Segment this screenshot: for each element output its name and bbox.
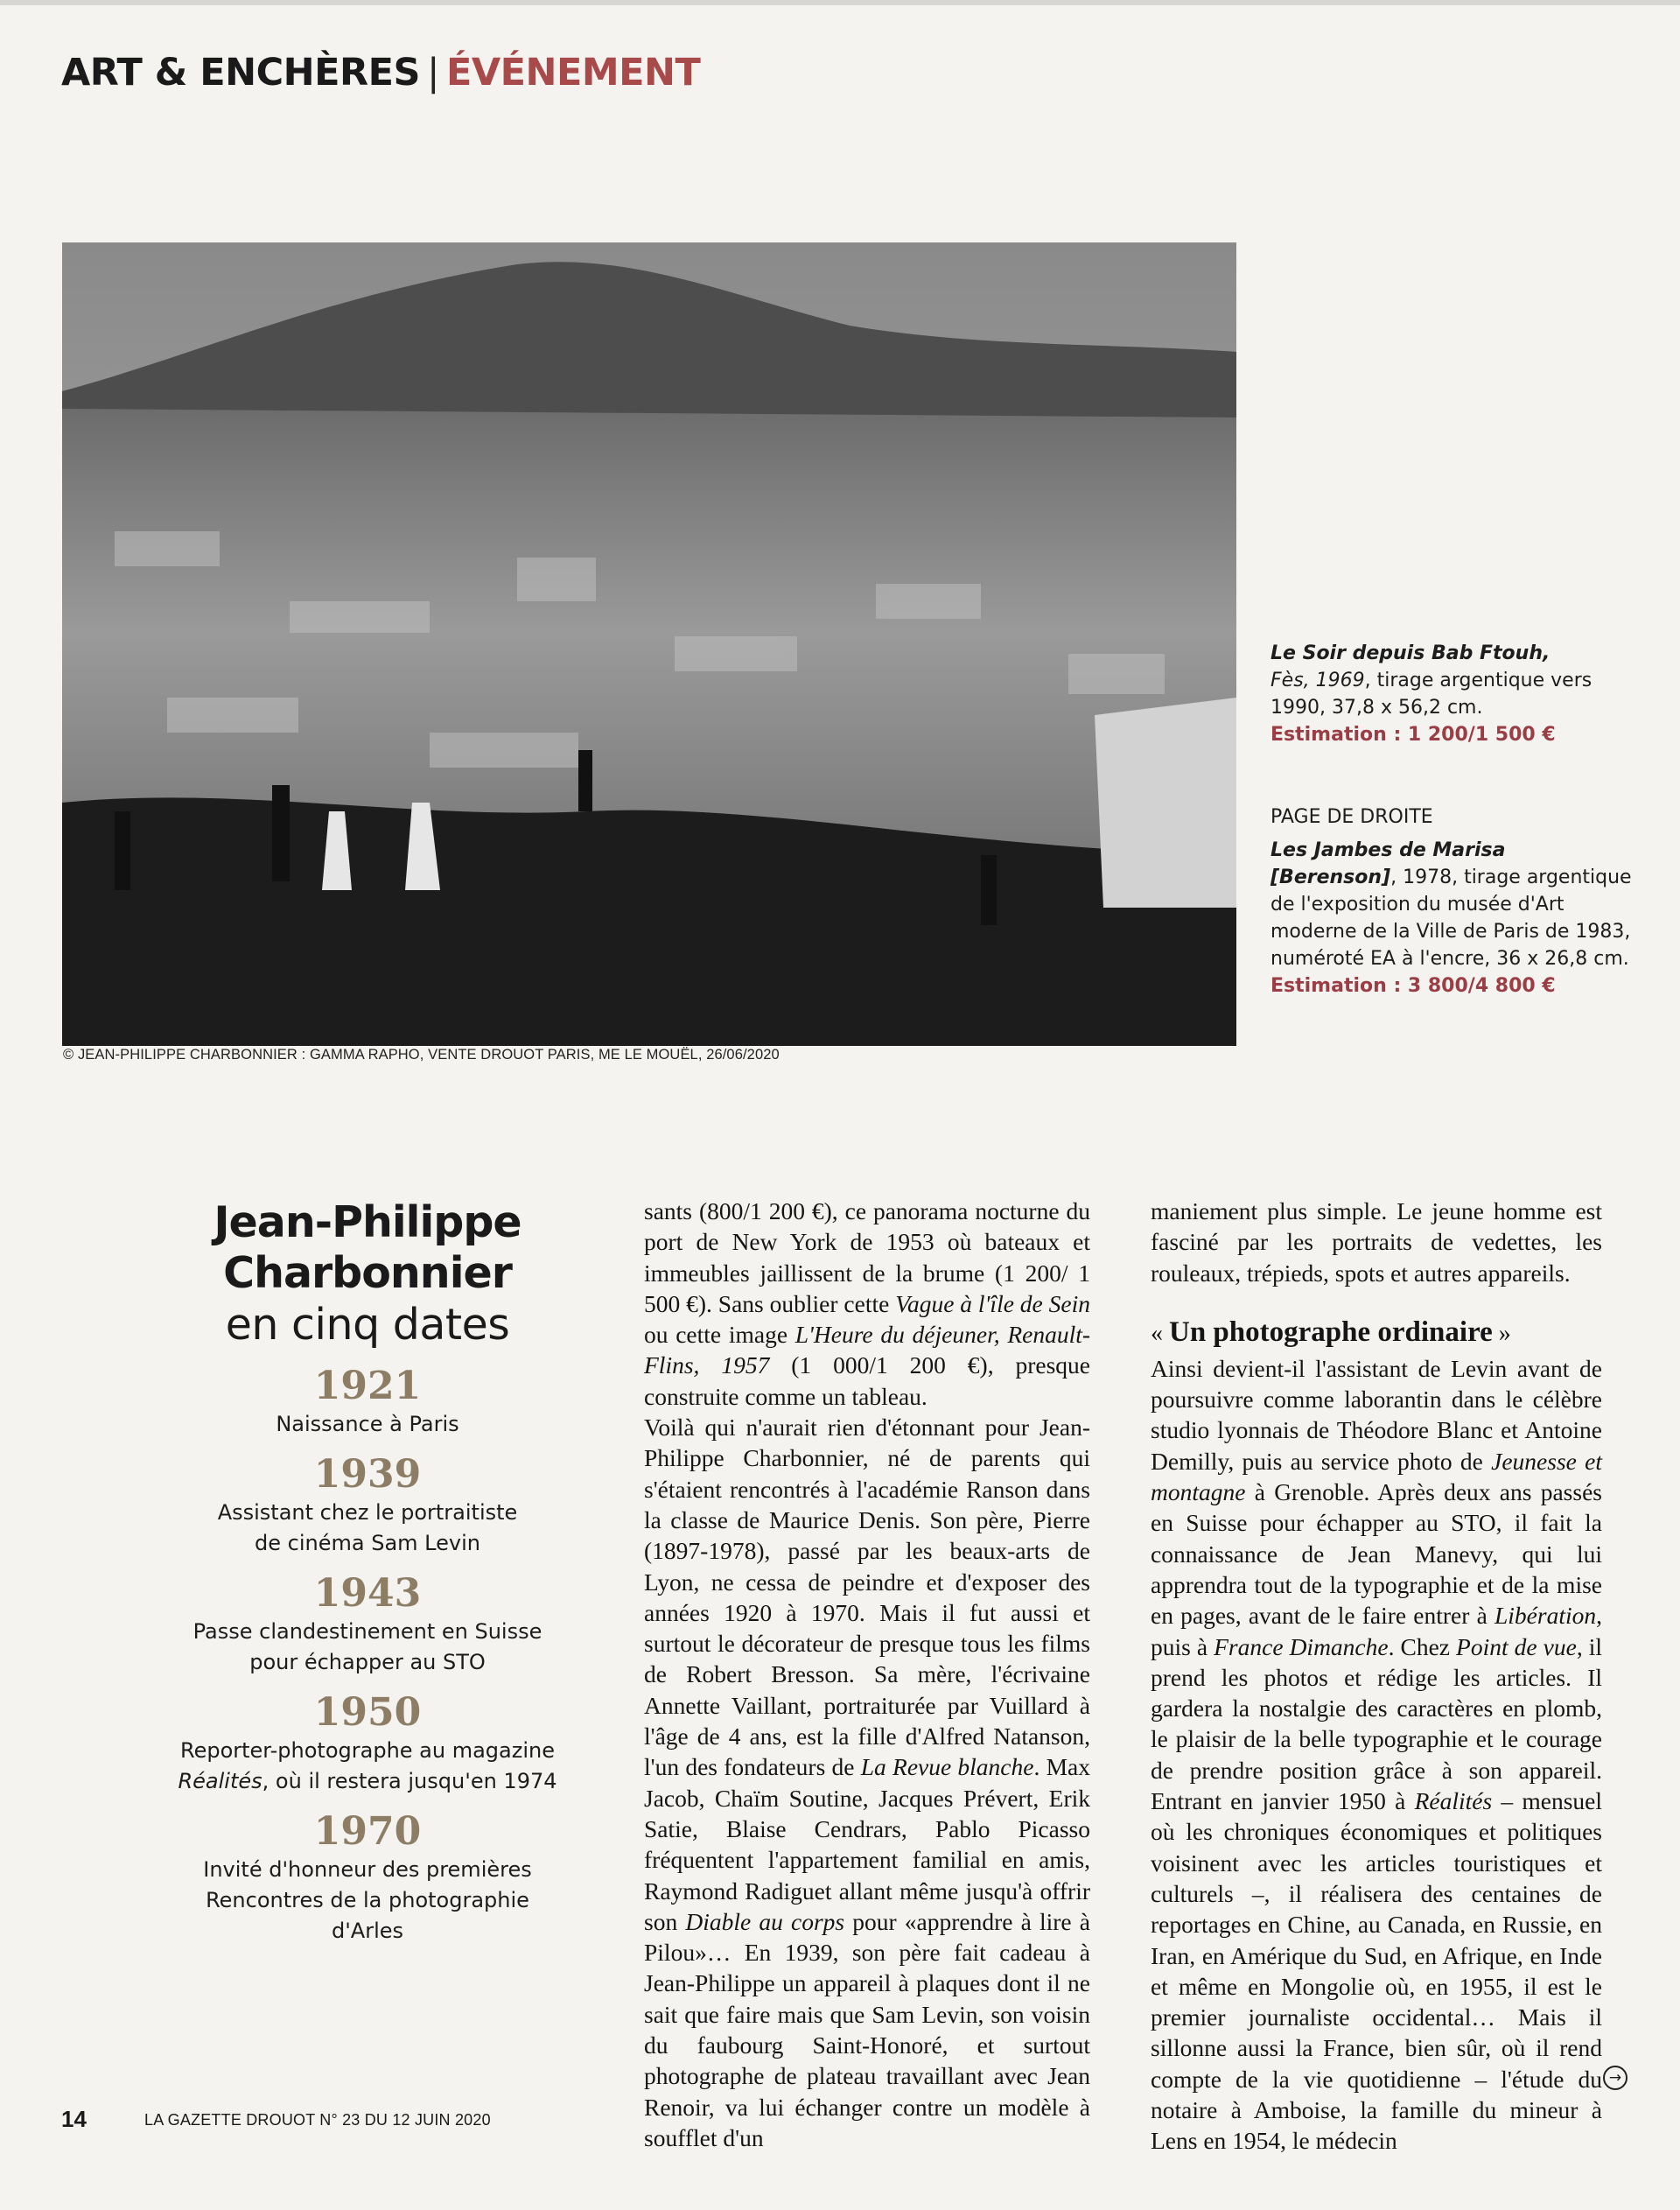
text-run: (1 000/1 200 €), presque construite comme un tableau. bbox=[644, 1351, 1091, 1410]
paragraph bbox=[1151, 1353, 1602, 2157]
subheading-text: Un photographe ordinaire bbox=[1169, 1315, 1493, 1348]
section-rubric bbox=[61, 51, 700, 95]
text-run: Voilà qui n'aurait rien d'étonnant pour Jean-Philippe Charbonnier, né de parents qui s'étaient rencontrés à l'académie Ranson dans la classe de Maurice Denis. Son père, Pierre (1897-1978), passé par les beaux-arts de Lyon, ne cessa de peindre et d'exposer des années 1920 à 1970. Mais il fut aussi et surtout le décorateur de presque tous les films de Robert Bresson. Sa mère, l'écrivaine Annette Vaillant, portraiturée par Vuillard à l'âge de 4 ans, est la fille d'Alfred Natanson, l'un des fondateurs de bbox=[644, 1414, 1090, 1781]
top-rule bbox=[0, 0, 1680, 5]
timeline-year: 1943 bbox=[313, 1571, 422, 1616]
italic-title: L'Heure du déjeuner, Renault-Flins, 1957 bbox=[644, 1321, 1091, 1379]
caption-label: PAGE DE DROITE bbox=[1270, 806, 1433, 828]
italic-title: Point de vue bbox=[1456, 1632, 1577, 1660]
text-run: , il prend les photos et rédige les articles. Il gardera la nostalgie des caractères en plomb, le plaisir de la belle typographie et le courage de prendre position grâce à son appareil. Entrant en janvier 1950 à bbox=[1151, 1632, 1602, 1815]
text-run: . Chez bbox=[1388, 1632, 1457, 1660]
photo-credit: © JEAN-PHILIPPE CHARBONNIER : GAMMA RAPHO, VENTE DROUOT PARIS, ME LE MOUËL, 26/06/2020 bbox=[63, 1047, 780, 1063]
arrow-right-circle-icon: → bbox=[1603, 2066, 1628, 2090]
text-run: . Max Jacob, Chaïm Soutine, Jacques Prévert, Erik Satie, Blaise Cendrars, Pablo Picasso fréquentent l'appartement familial en amis, Raymond Radiguet allant même jusqu'à offrir son bbox=[644, 1753, 1091, 1935]
timeline-event: Passe clandestinement en Suisse pour échapper au STO bbox=[192, 1619, 542, 1674]
italic-title: France Dimanche bbox=[1214, 1632, 1389, 1660]
artwork-title: Les Jambes de Marisa [Berenson] bbox=[1270, 839, 1506, 888]
timeline-subtitle: en cinq dates bbox=[225, 1300, 510, 1350]
italic-title: Jeunesse et montagne bbox=[1151, 1447, 1602, 1506]
text-run: , puis à bbox=[1151, 1602, 1602, 1660]
subsection-label: ÉVÉNEMENT bbox=[445, 51, 701, 95]
text-run: maniement plus simple. Le jeune homme est fasciné par les portraits de vedettes, les rouleaux, trépieds, spots et autres appareils. bbox=[1151, 1197, 1602, 1287]
photo-illustration bbox=[62, 242, 1236, 1046]
artwork-place-date: Fès, 1969 bbox=[1270, 670, 1365, 691]
right-page-caption bbox=[1270, 803, 1638, 1000]
timeline-title: Jean-Philippe Charbonnier bbox=[214, 1197, 522, 1298]
quote-close: » bbox=[1492, 1319, 1511, 1347]
subheading bbox=[1151, 1313, 1602, 1353]
artwork-details: , 1978, tirage argentique de l'exposition du musée d'Art moderne de la Ville de Paris de 1983, numéroté EA à l'encre, 36 x 26,8 cm. bbox=[1270, 866, 1632, 970]
article-column-2 bbox=[644, 1196, 1090, 2153]
paragraph bbox=[644, 1196, 1090, 1412]
section-label: ART & ENCHÈRES bbox=[61, 51, 420, 95]
text-run: Ainsi devient-il l'assistant de Levin avant de poursuivre comme laborantin dans le célèbre studio lyonnais de Théodore Blanc et Antoine Demilly, puis au service photo de bbox=[1151, 1354, 1602, 1475]
timeline-box bbox=[166, 1197, 569, 1947]
timeline-year: 1939 bbox=[313, 1452, 422, 1497]
text-run: sants (800/1 200 €), ce panorama nocturne du port de New York de 1953 où bateaux et immeubles jaillissent de la brume (1 200/ 1 500 €). Sans oublier cette bbox=[644, 1197, 1090, 1317]
paragraph bbox=[644, 1412, 1090, 2153]
event-text: , où il restera jusqu'en 1974 bbox=[262, 1769, 557, 1793]
article-column-3 bbox=[1151, 1196, 1602, 2157]
main-photo-fes bbox=[62, 242, 1236, 1046]
rubric-separator: | bbox=[426, 51, 439, 95]
photo-caption bbox=[1270, 640, 1638, 748]
timeline-year: 1970 bbox=[313, 1809, 422, 1854]
page-number: 14 bbox=[61, 2106, 87, 2132]
italic-title: Libération bbox=[1494, 1602, 1597, 1630]
artwork-details: , tirage argentique vers 1990, 37,8 x 56,2 cm. bbox=[1270, 670, 1592, 719]
timeline-year: 1921 bbox=[313, 1364, 422, 1408]
italic-title: Réalités bbox=[1414, 1787, 1493, 1815]
timeline-event: Assistant chez le portraitiste de cinéma Sam Levin bbox=[217, 1500, 518, 1555]
text-run: – mensuel où les chroniques économiques et politiques voisinent avec les articles touristiques et culturels –, il réalisera des centaines de reportages en Chine, au Canada, en Russie, en Iran, en Amérique du Sud, en Afrique, en Inde et même en Mongolie où, en 1955, il est le premier journaliste occidental… Mais il sillonne aussi la France, bien sûr, où il rend compte de la vie quotidienne – l'étude du notaire à Amboise, la famille du mineur à Lens en 1954, le médecin bbox=[1151, 1787, 1602, 2155]
artwork-title: Le Soir depuis Bab Ftouh, bbox=[1270, 642, 1550, 664]
timeline-year: 1950 bbox=[313, 1690, 422, 1735]
publication-info: LA GAZETTE DROUOT N° 23 DU 12 JUIN 2020 bbox=[144, 2111, 491, 2129]
italic-title: La Revue blanche bbox=[860, 1753, 1034, 1781]
paragraph bbox=[1151, 1196, 1602, 1288]
text-run: pour «apprendre à lire à Pilou»… En 1939, son père fait cadeau à Jean-Philippe un appareil à plaques dont il ne sait que faire mais que Sam Levin, son voisin du faubourg Saint-Honoré, et surtout photographe de plateau travaillant avec Jean Renoir, va lui échanger contre un modèle à soufflet d'un bbox=[644, 1907, 1090, 2151]
timeline-event: Naissance à Paris bbox=[276, 1412, 459, 1436]
event-text: Reporter-photographe au magazine bbox=[179, 1738, 555, 1763]
quote-open: « bbox=[1151, 1319, 1169, 1347]
italic-title: Diable au corps bbox=[685, 1907, 845, 1935]
artwork-estimation: Estimation : 3 800/4 800 € bbox=[1270, 975, 1556, 997]
italic-title: Vague à l'île de Sein bbox=[895, 1289, 1090, 1317]
timeline-event: Invité d'honneur des premières Rencontres de la photographie d'Arles bbox=[203, 1857, 532, 1943]
timeline-event bbox=[166, 1736, 569, 1797]
text-run: à Grenoble. Après deux ans passés en Suisse pour échapper au STO, il fait la connaissance de Jean Manevy, qui lui apprendra tout de la typographie et de la mise en pages, avant de le faire entrer à bbox=[1151, 1478, 1602, 1630]
text-run: ou cette image bbox=[644, 1321, 795, 1349]
magazine-name: Réalités bbox=[178, 1769, 262, 1793]
artwork-estimation: Estimation : 1 200/1 500 € bbox=[1270, 724, 1556, 746]
